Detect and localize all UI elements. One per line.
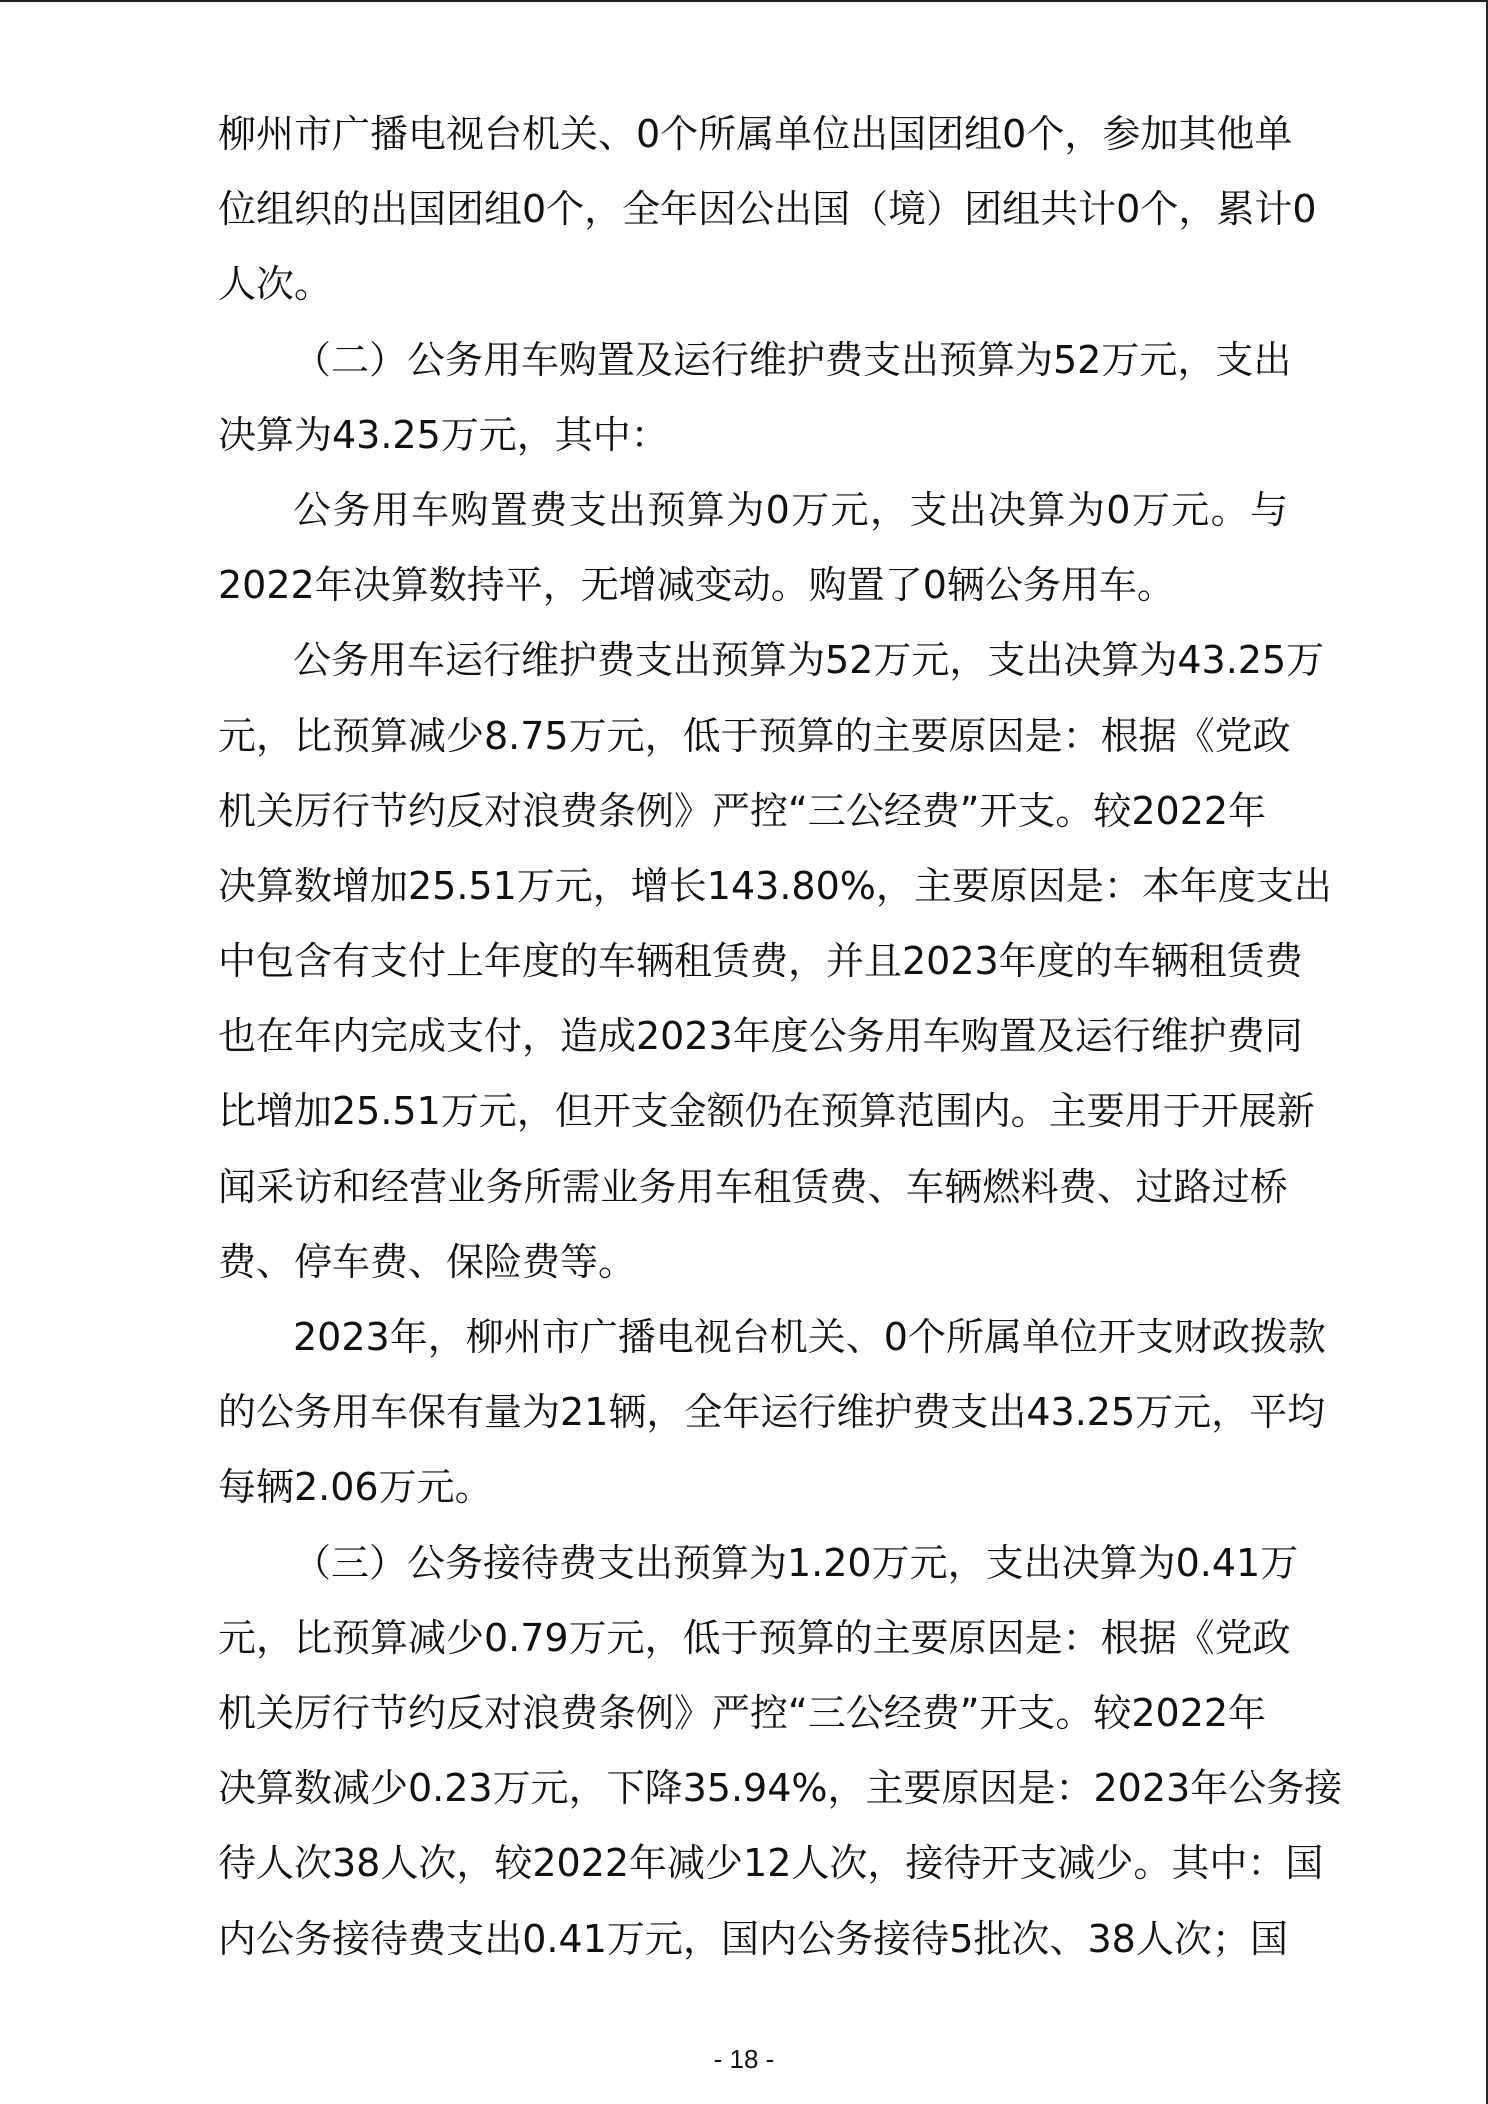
text-line: 公务用车购置费支出预算为0万元，支出决算为0万元。与 (293, 487, 1288, 532)
text-line: 每辆2.06万元。 (218, 1465, 493, 1510)
text-line: 中包含有支付上年度的车辆租赁费，并且2023年度的车辆租赁费 (218, 939, 1303, 984)
text-line: （二）公务用车购置及运行维护费支出预算为52万元，支出 (293, 337, 1292, 382)
text-line: 位组织的出国团组0个，全年因公出国（境）团组共计0个，累计0 (218, 187, 1317, 232)
text-line: 决算数减少0.23万元，下降35.94%，主要原因是：2023年公务接 (218, 1766, 1343, 1811)
text-line: 比增加25.51万元，但开支金额仍在预算范围内。主要用于开展新 (218, 1089, 1315, 1134)
body-text (218, 97, 1343, 1977)
text-line: 费、停车费、保险费等。 (218, 1239, 637, 1284)
text-line: 内公务接待费支出0.41万元，国内公务接待5批次、38人次；国 (218, 1916, 1288, 1961)
text-line: （三）公务接待费支出预算为1.20万元，支出决算为0.41万 (293, 1540, 1299, 1585)
text-line: 2023年，柳州市广播电视台机关、0个所属单位开支财政拨款 (293, 1315, 1326, 1359)
text-line: 元，比预算减少0.79万元，低于预算的主要原因是：根据《党政 (218, 1615, 1291, 1660)
text-line: 公务用车运行维护费支出预算为52万元，支出决算为43.25万 (293, 638, 1325, 683)
text-line: 待人次38人次，较2022年减少12人次，接待开支减少。其中：国 (218, 1841, 1324, 1886)
text-line: 机关厉行节约反对浪费条例》严控“三公经费”开支。较2022年 (218, 788, 1267, 833)
text-line: 元，比预算减少8.75万元，低于预算的主要原因是：根据《党政 (218, 713, 1291, 758)
text-line: 2022年决算数持平，无增减变动。购置了0辆公务用车。 (218, 563, 1175, 608)
page-number: - 18 - (713, 2044, 775, 2074)
text-line: 闻采访和经营业务所需业务用车租赁费、车辆燃料费、过路过桥 (218, 1164, 1288, 1209)
text-line: 柳州市广播电视台机关、0个所属单位出国团组0个，参加其他单 (218, 112, 1293, 156)
text-line: 机关厉行节约反对浪费条例》严控“三公经费”开支。较2022年 (218, 1690, 1267, 1735)
text-line: 决算数增加25.51万元，增长143.80%，主要原因是：本年度支出 (218, 863, 1332, 908)
text-line: 也在年内完成支付，造成2023年度公务用车购置及运行维护费同 (218, 1014, 1303, 1059)
text-line: 决算为43.25万元，其中： (218, 412, 669, 457)
text-line: 人次。 (218, 262, 333, 307)
text-line: 的公务用车保有量为21辆，全年运行维护费支出43.25万元，平均 (218, 1390, 1326, 1435)
